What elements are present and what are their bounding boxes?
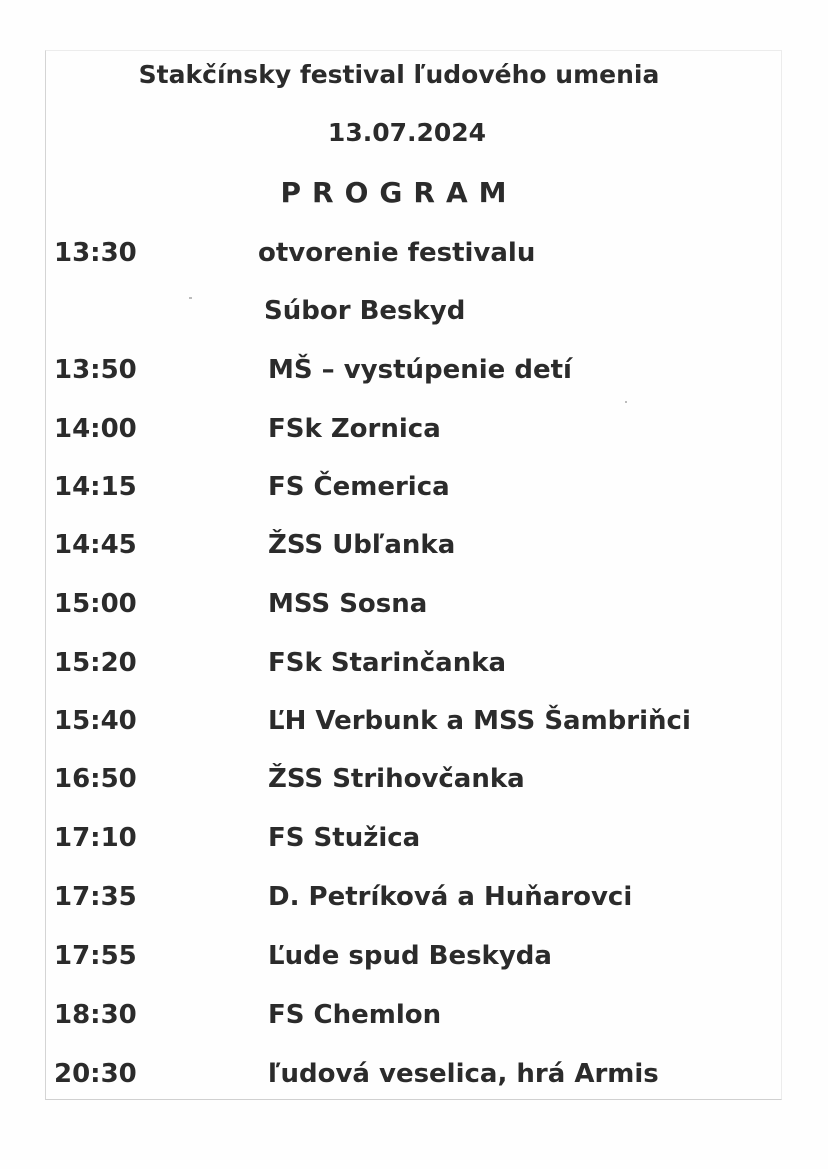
program-time: 15:00 — [54, 589, 137, 619]
program-act: MSS Sosna — [268, 589, 428, 619]
program-time: 15:20 — [54, 648, 137, 678]
program-row — [0, 1059, 828, 1099]
festival-date: 13.07.2024 — [327, 118, 487, 147]
program-time: 14:00 — [54, 414, 137, 444]
program-row — [0, 530, 828, 570]
program-time: 13:30 — [54, 238, 137, 268]
festival-title: Stakčínsky festival ľudového umenia — [138, 60, 660, 89]
program-time: 17:55 — [54, 941, 137, 971]
program-time: 17:10 — [54, 823, 137, 853]
program-act: ŽSS Strihovčanka — [268, 764, 525, 794]
program-row — [0, 1000, 828, 1040]
program-row — [0, 238, 828, 278]
program-act: MŠ – vystúpenie detí — [268, 355, 572, 385]
scan-speck — [625, 401, 627, 403]
program-act: Súbor Beskyd — [264, 296, 466, 326]
program-time: 18:30 — [54, 1000, 137, 1030]
program-act: D. Petríková a Huňarovci — [268, 882, 633, 912]
program-time: 13:50 — [54, 355, 137, 385]
program-row — [0, 941, 828, 981]
program-row — [0, 414, 828, 454]
program-act: FSk Zornica — [268, 414, 441, 444]
program-time: 15:40 — [54, 706, 137, 736]
program-row — [0, 472, 828, 512]
program-act: ľudová veselica, hrá Armis — [268, 1059, 659, 1089]
program-row — [0, 706, 828, 746]
program-row — [0, 296, 828, 336]
program-act: FS Čemerica — [268, 472, 450, 502]
program-row — [0, 882, 828, 922]
program-time: 14:45 — [54, 530, 137, 560]
program-act: FS Chemlon — [268, 1000, 442, 1030]
program-act: FS Stužica — [268, 823, 421, 853]
program-act: ŽSS Ubľanka — [268, 530, 456, 560]
program-row — [0, 648, 828, 688]
program-act: otvorenie festivalu — [258, 238, 536, 268]
program-act: Ľude spud Beskyda — [268, 941, 552, 971]
scan-speck — [189, 297, 192, 299]
program-time: 16:50 — [54, 764, 137, 794]
program-time: 14:15 — [54, 472, 137, 502]
program-row — [0, 823, 828, 863]
program-act: FSk Starinčanka — [268, 648, 507, 678]
program-act: ĽH Verbunk a MSS Šambriňci — [268, 706, 691, 736]
program-time: 20:30 — [54, 1059, 137, 1089]
program-row — [0, 355, 828, 395]
program-heading: PROGRAM — [280, 176, 518, 209]
program-time: 17:35 — [54, 882, 137, 912]
program-row — [0, 764, 828, 804]
program-row — [0, 589, 828, 629]
